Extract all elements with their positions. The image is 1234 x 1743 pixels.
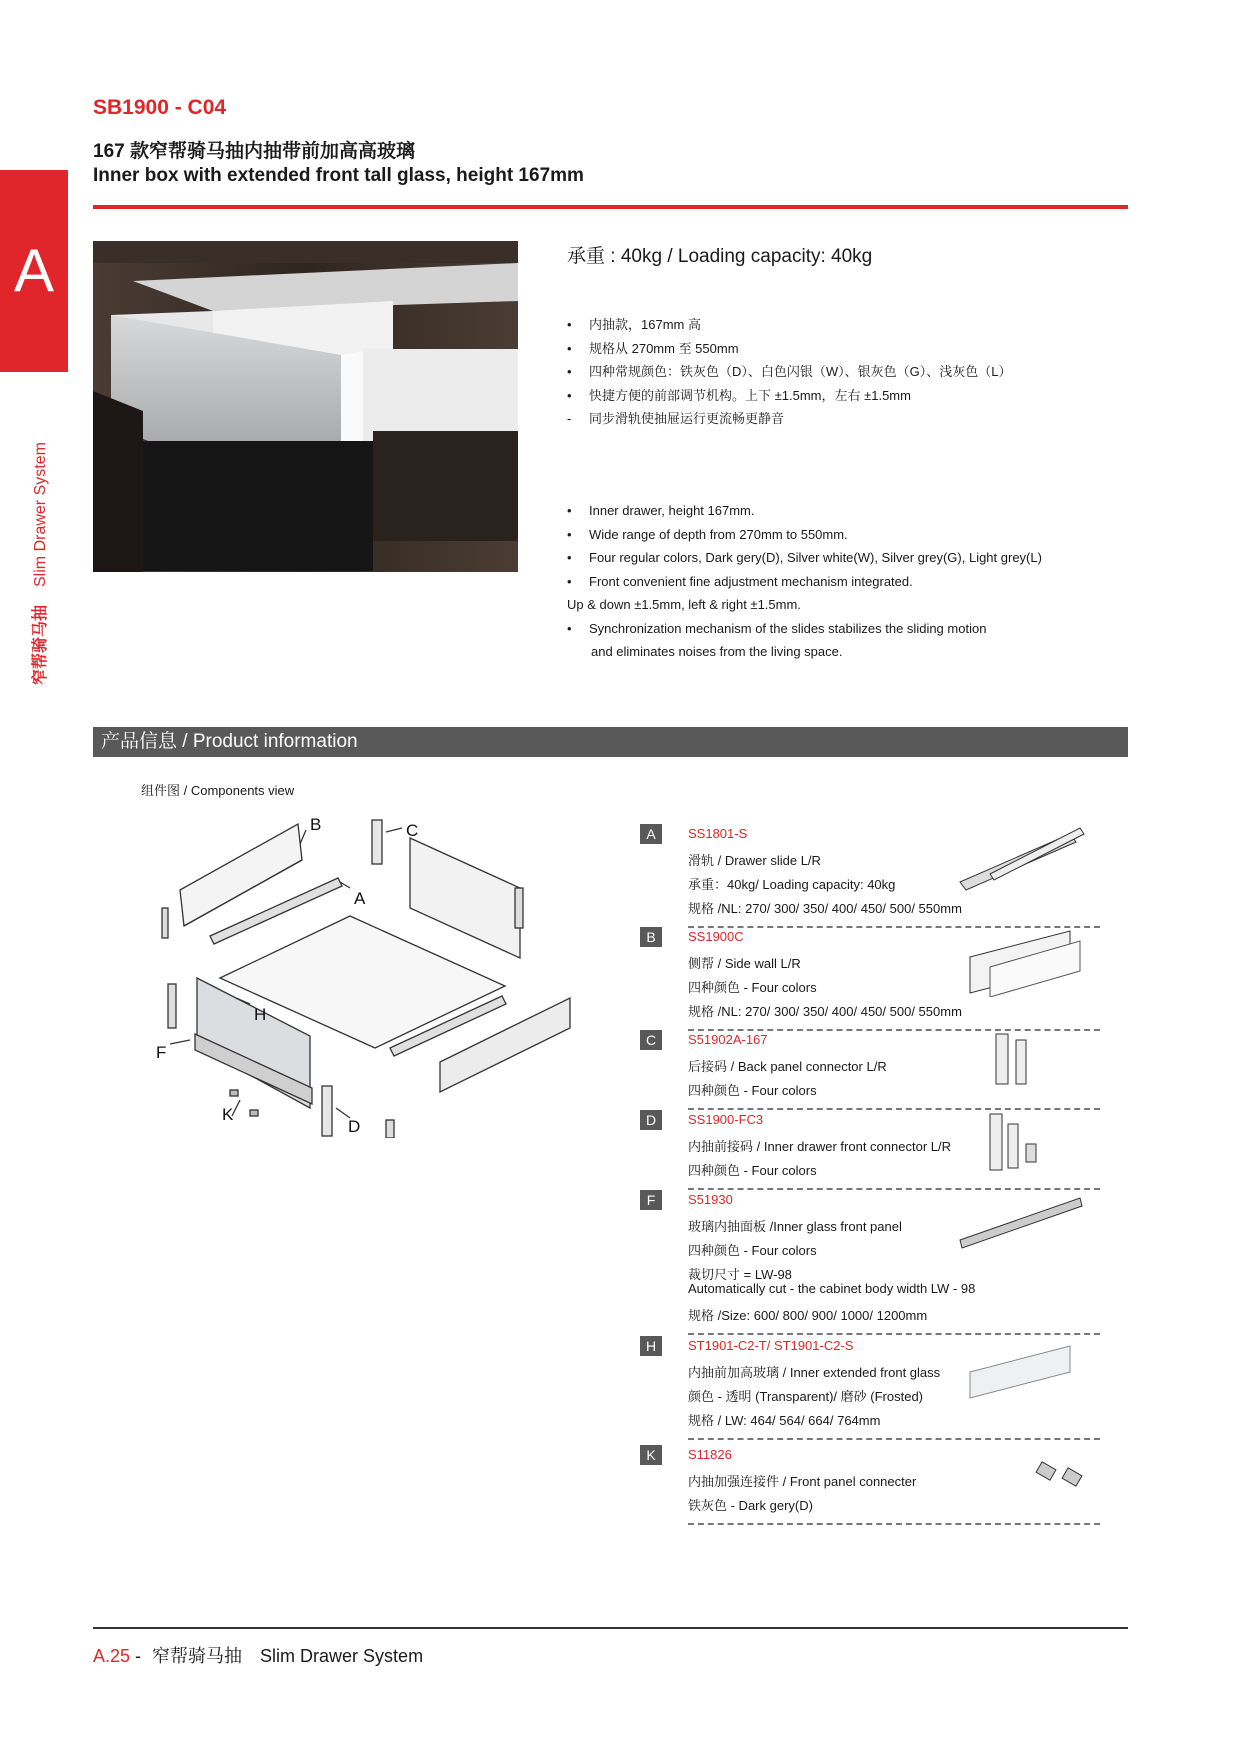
component-detail: 内抽前接码 / Inner drawer front connector L/R xyxy=(688,1139,951,1154)
drawer-render xyxy=(93,241,518,572)
component-thumbnail xyxy=(950,824,1090,894)
component-detail: 后接码 / Back panel connector L/R xyxy=(688,1059,887,1074)
component-code: S11826 xyxy=(688,1447,732,1462)
component-code: SS1801-S xyxy=(688,826,748,841)
components-view-label: 组件图 / Components view xyxy=(141,783,295,798)
title-english: Inner box with extended front tall glass, height 167mm xyxy=(93,165,584,186)
footer-cn: 窄帮骑马抽 xyxy=(152,1646,243,1666)
component-detail: 四种颜色 - Four colors xyxy=(688,1163,817,1178)
component-letter: F xyxy=(640,1190,662,1210)
component-detail: 规格 /NL: 270/ 300/ 350/ 400/ 450/ 500/ 550mm xyxy=(688,1004,962,1019)
component-detail: 裁切尺寸 = LW-98 xyxy=(688,1267,792,1282)
component-detail: 铁灰色 - Dark gery(D) xyxy=(688,1498,813,1513)
component-detail: 规格 /Size: 600/ 800/ 900/ 1000/ 1200mm xyxy=(688,1308,928,1323)
feature-en-item: • Wide range of depth from 270mm to 550mm. xyxy=(567,526,848,542)
label-c: C xyxy=(406,821,419,840)
component-detail: 内抽加强连接件 / Front panel connecter xyxy=(688,1474,917,1489)
component-thumbnail xyxy=(950,1110,1090,1180)
component-letter: C xyxy=(640,1030,662,1050)
feature-cn-item: • 四种常规颜色：铁灰色（D）、白色闪银（W）、银灰色（G）、浅灰色（L） xyxy=(567,364,1012,379)
title-chinese: 167 款窄帮骑马抽内抽带前加高高玻璃 xyxy=(93,141,415,162)
component-detail: 颜色 - 透明 (Transparent)/ 磨砂 (Frosted) xyxy=(688,1389,923,1404)
component-code: S51930 xyxy=(688,1192,733,1207)
component-divider xyxy=(688,1333,1100,1335)
label-d: D xyxy=(348,1117,361,1136)
footer-rule xyxy=(93,1627,1128,1629)
feature-en-item: • Synchronization mechanism of the slides stabilizes the sliding motion xyxy=(567,620,987,636)
component-detail: Automatically cut - the cabinet body width LW - 98 xyxy=(688,1281,976,1296)
feature-en-item: • Four regular colors, Dark gery(D), Silver white(W), Silver grey(G), Light grey(L) xyxy=(567,550,1042,565)
feature-cn-item: • 内抽款，167mm 高 xyxy=(567,317,701,332)
feature-en-item: • Front convenient fine adjustment mechanism integrated. xyxy=(567,573,913,589)
chapter-vertical-en: Slim Drawer System xyxy=(32,442,49,587)
component-divider xyxy=(688,1523,1100,1525)
component-detail: 侧帮 / Side wall L/R xyxy=(688,956,801,971)
feature-cn-item: • 规格从 270mm 至 550mm xyxy=(567,340,739,356)
page-number: A.25 xyxy=(93,1646,131,1666)
feature-cn-item: • 快捷方便的前部调节机构。上下 ±1.5mm，左右 ±1.5mm xyxy=(567,387,911,403)
footer-en: Slim Drawer System xyxy=(260,1646,424,1666)
component-letter: H xyxy=(640,1336,662,1356)
component-detail: 规格 /NL: 270/ 300/ 350/ 400/ 450/ 500/ 550mm xyxy=(688,901,962,916)
component-detail: 四种颜色 - Four colors xyxy=(688,1243,817,1258)
loading-capacity: 承重 : 40kg / Loading capacity: 40kg xyxy=(567,246,873,267)
exploded-diagram xyxy=(150,808,590,1138)
component-letter: B xyxy=(640,927,662,947)
component-detail: 四种颜色 - Four colors xyxy=(688,980,817,995)
component-letter: K xyxy=(640,1445,662,1465)
component-thumbnail xyxy=(950,1445,1090,1515)
section-band: 产品信息 / Product information xyxy=(93,727,1128,757)
label-h: H xyxy=(254,1005,267,1024)
component-thumbnail xyxy=(950,1030,1090,1100)
component-detail: 玻璃内抽面板 /Inner glass front panel xyxy=(688,1219,902,1234)
feature-en-continuation: and eliminates noises from the living space. xyxy=(591,644,843,659)
footer: A.25 - 窄帮骑马抽 Slim Drawer System xyxy=(93,1646,424,1666)
feature-en-item: • Inner drawer, height 167mm. xyxy=(567,503,755,518)
component-code: SS1900-FC3 xyxy=(688,1112,764,1127)
label-f: F xyxy=(156,1043,167,1062)
label-k: K xyxy=(222,1105,234,1124)
product-photo xyxy=(93,241,518,572)
component-detail: 四种颜色 - Four colors xyxy=(688,1083,817,1098)
chapter-letter: A xyxy=(13,237,55,304)
label-a: A xyxy=(354,889,366,908)
component-code: SS1900C xyxy=(688,929,744,944)
component-divider xyxy=(688,1438,1100,1440)
features-chinese xyxy=(567,313,1012,431)
component-detail: 承重：40kg/ Loading capacity: 40kg xyxy=(688,877,896,892)
label-b: B xyxy=(310,815,322,834)
model-number: SB1900 - C04 xyxy=(93,96,227,119)
component-code: ST1901-C2-T/ ST1901-C2-S xyxy=(688,1338,854,1353)
component-detail: 滑轨 / Drawer slide L/R xyxy=(688,853,821,868)
feature-cn-item: - 同步滑轨使抽屉运行更流畅更静音 xyxy=(567,411,785,426)
feature-en-continuation: Up & down ±1.5mm, left & right ±1.5mm. xyxy=(567,597,801,612)
chapter-vertical-label xyxy=(27,442,50,685)
component-letter: D xyxy=(640,1110,662,1130)
features-english xyxy=(567,499,1042,664)
component-letter: A xyxy=(640,824,662,844)
component-detail: 规格 / LW: 464/ 564/ 664/ 764mm xyxy=(688,1413,881,1428)
chapter-vertical-cn: 窄帮骑马抽 xyxy=(32,604,49,685)
component-thumbnail xyxy=(950,1190,1090,1260)
header-rule xyxy=(93,205,1128,209)
component-thumbnail xyxy=(950,1336,1090,1406)
component-detail: 内抽前加高玻璃 / Inner extended front glass xyxy=(688,1365,941,1380)
component-thumbnail xyxy=(950,927,1090,997)
component-code: S51902A-167 xyxy=(688,1032,768,1047)
